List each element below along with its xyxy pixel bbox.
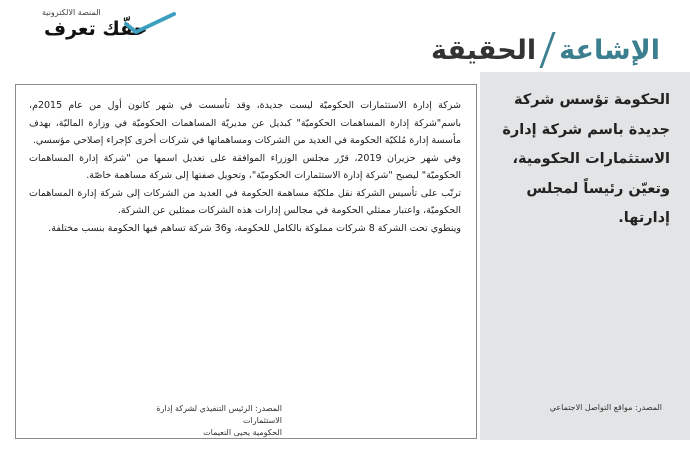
logo-tagline: المنصة الالكترونية (42, 8, 101, 17)
logo-name: حقّك تعرف (44, 18, 148, 40)
checkmark-icon (124, 12, 176, 34)
truth-paragraph: وينطوي تحت الشركة 8 شركات مملوكة بالكامل للحكومة، و36 شركة تساهم فيها الحكومة بنسب مختلفة. (48, 222, 461, 234)
truth-box (15, 84, 477, 439)
headline (431, 30, 660, 70)
truth-source (132, 403, 282, 439)
logo (28, 6, 178, 46)
truth-paragraph: شركة إدارة الاستثمارات الحكوميّة ليست جديدة، وقد تأسست في شهر كانون أول من عام 2015م، باسم"شركة إدارة المساهمات الحكوميّة" كبديل عن مديريّة المساهمات الحكوميّة في وزارة الماليّة، بهدف مأسسة إدارة مُلكيّة الحكومة في العديد من الشركات ومساهماتها في شركات أخرى كإجراء إصلاحي مؤسسي. (29, 100, 461, 146)
truth-body (29, 97, 461, 237)
rumor-heading: الإشاعة (559, 34, 660, 66)
truth-paragraph: ترتّب على تأسيس الشركة نقل ملكيّة مساهمة الحكومة في العديد من الشركات إلى شركة إدارة المساهمات الحكوميّة، واعتبار ممثلي الحكومة في مجالس إدارات هذه الشركات ممثلين عن الشركة. (29, 187, 461, 216)
rumor-source: المصدر: مواقع التواصل الاجتماعي (549, 403, 662, 412)
truth-source-line: الحكومية يحيى النعيمات (203, 428, 282, 437)
truth-heading: الحقيقة (431, 34, 537, 66)
heading-divider (540, 32, 556, 68)
truth-source-line: المصدر: الرئيس التنفيذي لشركة إدارة الاستثمارات (156, 404, 282, 425)
rumor-text: الحكومة تؤسس شركة جديدة باسم شركة إدارة الاستثمارات الحكومية، وتعيّن رئيساً لمجلس إدارتها. (502, 92, 670, 226)
truth-paragraph: وفي شهر حزيران 2019، قرّر مجلس الوزراء الموافقة على تعديل اسمها من "شركة إدارة المساهمات الحكوميّة" ليصبح "شركة إدارة الاستثمارات الحكوميّة"، وتحويل صفتها إلى شركة مساهمة خاصّة. (29, 152, 461, 181)
